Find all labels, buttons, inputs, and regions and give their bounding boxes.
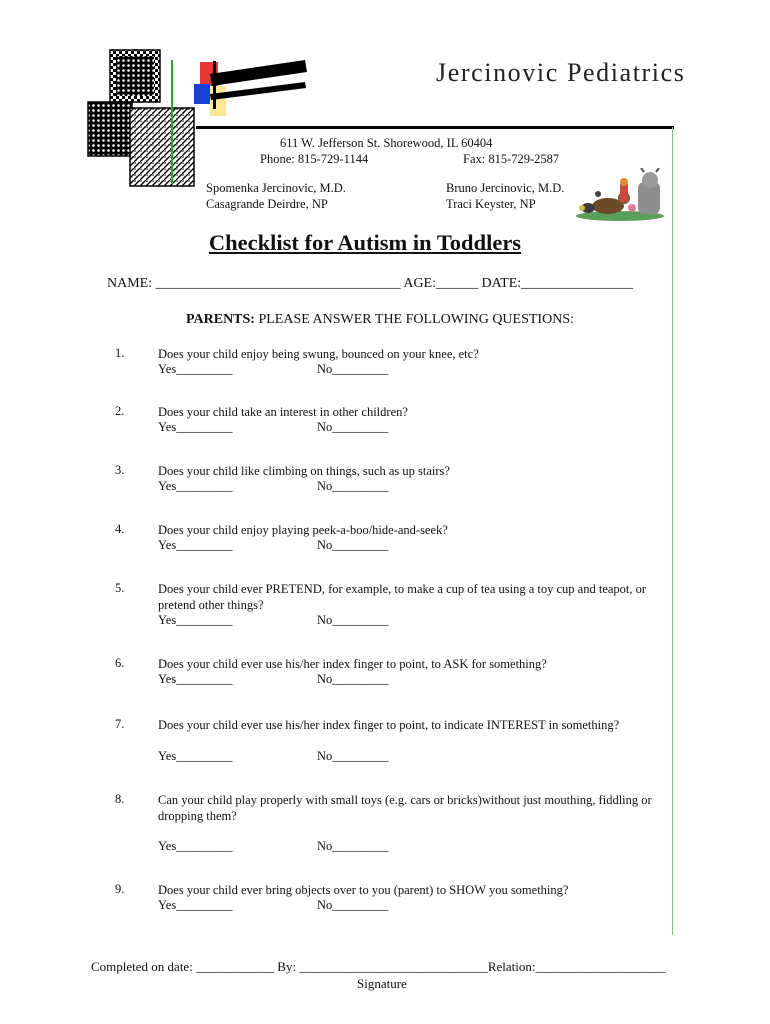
question-number: 1.: [115, 346, 125, 360]
no-answer[interactable]: No_________: [317, 898, 389, 912]
question-text: Does your child take an interest in other children?: [158, 405, 408, 419]
animals-clipart: [574, 168, 666, 222]
fax: Fax: 815-729-2587: [463, 152, 560, 166]
yes-answer[interactable]: Yes_________: [158, 362, 233, 376]
no-answer[interactable]: No_________: [317, 479, 389, 493]
header-rule: [196, 126, 674, 129]
instructions: [186, 312, 574, 328]
name-age-date-fields[interactable]: NAME: ___________________________________ AGE:______ DATE:________________: [107, 276, 634, 291]
question-number: 2.: [115, 404, 125, 418]
question-number: 7.: [115, 717, 125, 731]
yes-answer[interactable]: Yes_________: [158, 479, 233, 493]
question-text: Does your child ever bring objects over to you (parent) to SHOW you something?: [158, 883, 569, 897]
no-answer[interactable]: No_________: [317, 420, 389, 434]
address: 611 W. Jefferson St. Shorewood, IL 60404: [280, 136, 493, 150]
completion-line[interactable]: Completed on date: ____________ By: _____________________________Relation:____________________: [91, 959, 666, 974]
question-number: 8.: [115, 792, 125, 806]
no-answer[interactable]: No_________: [317, 749, 389, 763]
question-text: Does your child ever PRETEND, for example, to make a cup of tea using a toy cup and teapot, or pretend other things?: [158, 582, 647, 612]
yes-answer[interactable]: Yes_________: [158, 749, 233, 763]
provider-left-1: Spomenka Jercinovic, M.D.: [206, 181, 346, 195]
form-title: Checklist for Autism in Toddlers: [208, 230, 522, 255]
signature-label: Signature: [357, 976, 407, 991]
question-text: Does your child ever use his/her index finger to point, to indicate INTEREST in something?: [158, 718, 620, 732]
yes-answer[interactable]: Yes_________: [158, 420, 233, 434]
question-number: 3.: [115, 463, 125, 477]
provider-right-1: Bruno Jercinovic, M.D.: [446, 181, 565, 195]
question-text: Does your child ever use his/her index finger to point, to ASK for something?: [158, 657, 547, 671]
question-text: Can your child play properly with small toys (e.g. cars or bricks)without just mouthing, fiddling or dropping them?: [158, 793, 652, 823]
provider-left-2: Casagrande Deirdre, NP: [206, 197, 328, 211]
question-text: Does your child enjoy being swung, bounced on your knee, etc?: [158, 347, 479, 361]
instructions-text: PLEASE ANSWER THE FOLLOWING QUESTIONS:: [254, 312, 574, 327]
yes-answer[interactable]: Yes_________: [158, 839, 233, 853]
question-number: 6.: [115, 656, 125, 670]
question-text: Does your child like climbing on things, such as up stairs?: [158, 464, 450, 478]
provider-right-2: Traci Keyster, NP: [446, 197, 536, 211]
question-number: 5.: [115, 581, 125, 595]
practice-name: Jercinovic Pediatrics: [436, 58, 686, 87]
no-answer[interactable]: No_________: [317, 672, 389, 686]
no-answer[interactable]: No_________: [317, 839, 389, 853]
yes-answer[interactable]: Yes_________: [158, 898, 233, 912]
question-number: 4.: [115, 522, 125, 536]
logo-bars: [205, 56, 315, 116]
instructions-bold: PARENTS:: [186, 312, 255, 327]
no-answer[interactable]: No_________: [317, 613, 389, 627]
yes-answer[interactable]: Yes_________: [158, 672, 233, 686]
no-answer[interactable]: No_________: [317, 538, 389, 552]
question-number: 9.: [115, 882, 125, 896]
question-text: Does your child enjoy playing peek-a-boo/hide-and-seek?: [158, 523, 448, 537]
phone: Phone: 815-729-1144: [260, 152, 369, 166]
no-answer[interactable]: No_________: [317, 362, 389, 376]
yes-answer[interactable]: Yes_________: [158, 613, 233, 627]
yes-answer[interactable]: Yes_________: [158, 538, 233, 552]
